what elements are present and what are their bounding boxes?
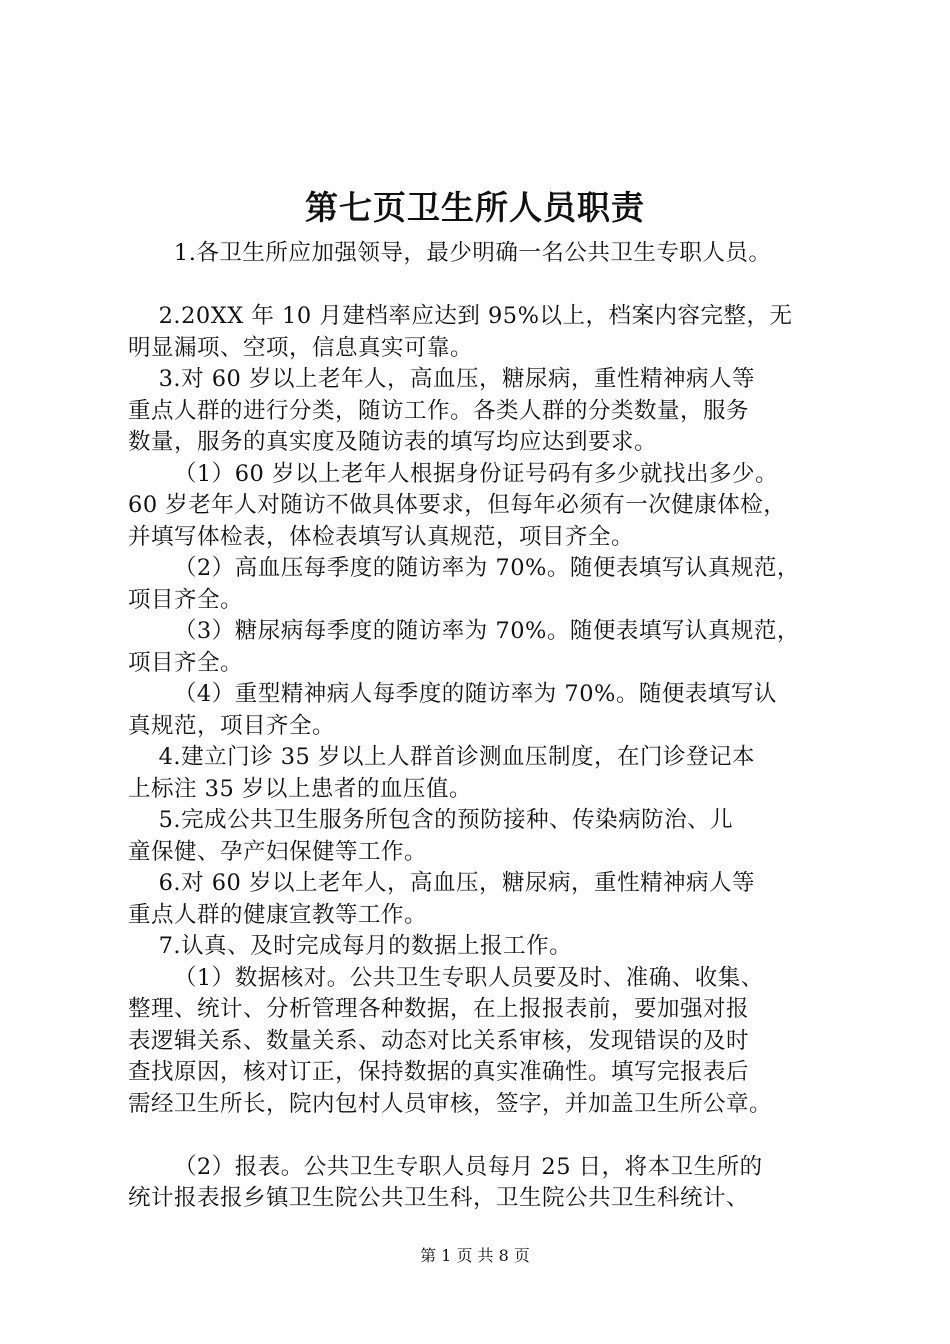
body-line: 并填写体检表，体检表填写认真规范，项目齐全。 [128, 523, 635, 550]
blank-line [128, 1120, 840, 1152]
body-line: 3.对 60 岁以上老年人，高血压，糖尿病，重性精神病人等 [128, 366, 756, 392]
body-line: （2）报表。公共卫生专职人员每月 25 日，将本卫生所的 [128, 1153, 763, 1180]
body-line: （1）60 岁以上老年人根据身份证号码有多少就找出多少。 [128, 460, 779, 487]
body-line: 重点人群的健康宣教等工作。 [128, 901, 428, 928]
page-footer: 第 1 页 共 8 页 [420, 1246, 530, 1265]
body-line: 上标注 35 岁以上患者的血压值。 [128, 775, 472, 802]
body-line: 4.建立门诊 35 岁以上人群首诊测血压制度，在门诊登记本 [128, 744, 756, 770]
body-line: 项目齐全。 [128, 649, 244, 676]
body-line: 表逻辑关系、数量关系、动态对比关系审核，发现错误的及时 [128, 1027, 750, 1054]
body-line: 统计报表报乡镇卫生院公共卫生科，卫生院公共卫生科统计、 [128, 1185, 750, 1211]
body-line: 60 岁老年人对随访不做具体要求，但每年必须有一次健康体检， [128, 492, 787, 518]
body-line: 查找原因，核对订正，保持数据的真实准确性。填写完报表后 [128, 1059, 750, 1085]
body-line: 重点人群的进行分类，随访工作。各类人群的分类数量，服务 [128, 397, 750, 424]
body-line: 需经卫生所长，院内包村人员审核，签字，并加盖卫生所公章。 [128, 1090, 773, 1117]
body-line: 数量，服务的真实度及随访表的填写均应达到要求。 [128, 429, 658, 455]
document-title: 第七页卫生所人员职责 [305, 188, 645, 227]
body-line: （4）重型精神病人每季度的随访率为 70%。随便表填写认 [128, 681, 777, 707]
document-body [128, 238, 840, 1215]
blank-line [128, 270, 840, 302]
body-line: 6.对 60 岁以上老年人，高血压，糖尿病，重性精神病人等 [128, 870, 756, 896]
body-line: 真规范，项目齐全。 [128, 712, 336, 739]
body-line: 5.完成公共卫生服务所包含的预防接种、传染病防治、儿 [128, 807, 734, 833]
body-line: 7.认真、及时完成每月的数据上报工作。 [128, 933, 573, 959]
body-line: （1）数据核对。公共卫生专职人员要及时、准确、收集、 [128, 964, 764, 991]
body-line: 童保健、孕产妇保健等工作。 [128, 838, 428, 865]
body-line: （3）糖尿病每季度的随访率为 70%。随便表填写认真规范， [128, 618, 800, 644]
body-line: 2.20XX 年 10 月建档率应达到 95%以上，档案内容完整，无 [128, 303, 793, 329]
body-line: 项目齐全。 [128, 586, 244, 613]
body-line: （2）高血压每季度的随访率为 70%。随便表填写认真规范， [128, 555, 800, 581]
body-line: 1.各卫生所应加强领导，最少明确一名公共卫生专职人员。 [128, 240, 772, 266]
body-line: 明显漏项、空项，信息真实可靠。 [128, 334, 474, 361]
body-line: 整理、统计、分析管理各种数据，在上报报表前，要加强对报 [128, 996, 750, 1022]
